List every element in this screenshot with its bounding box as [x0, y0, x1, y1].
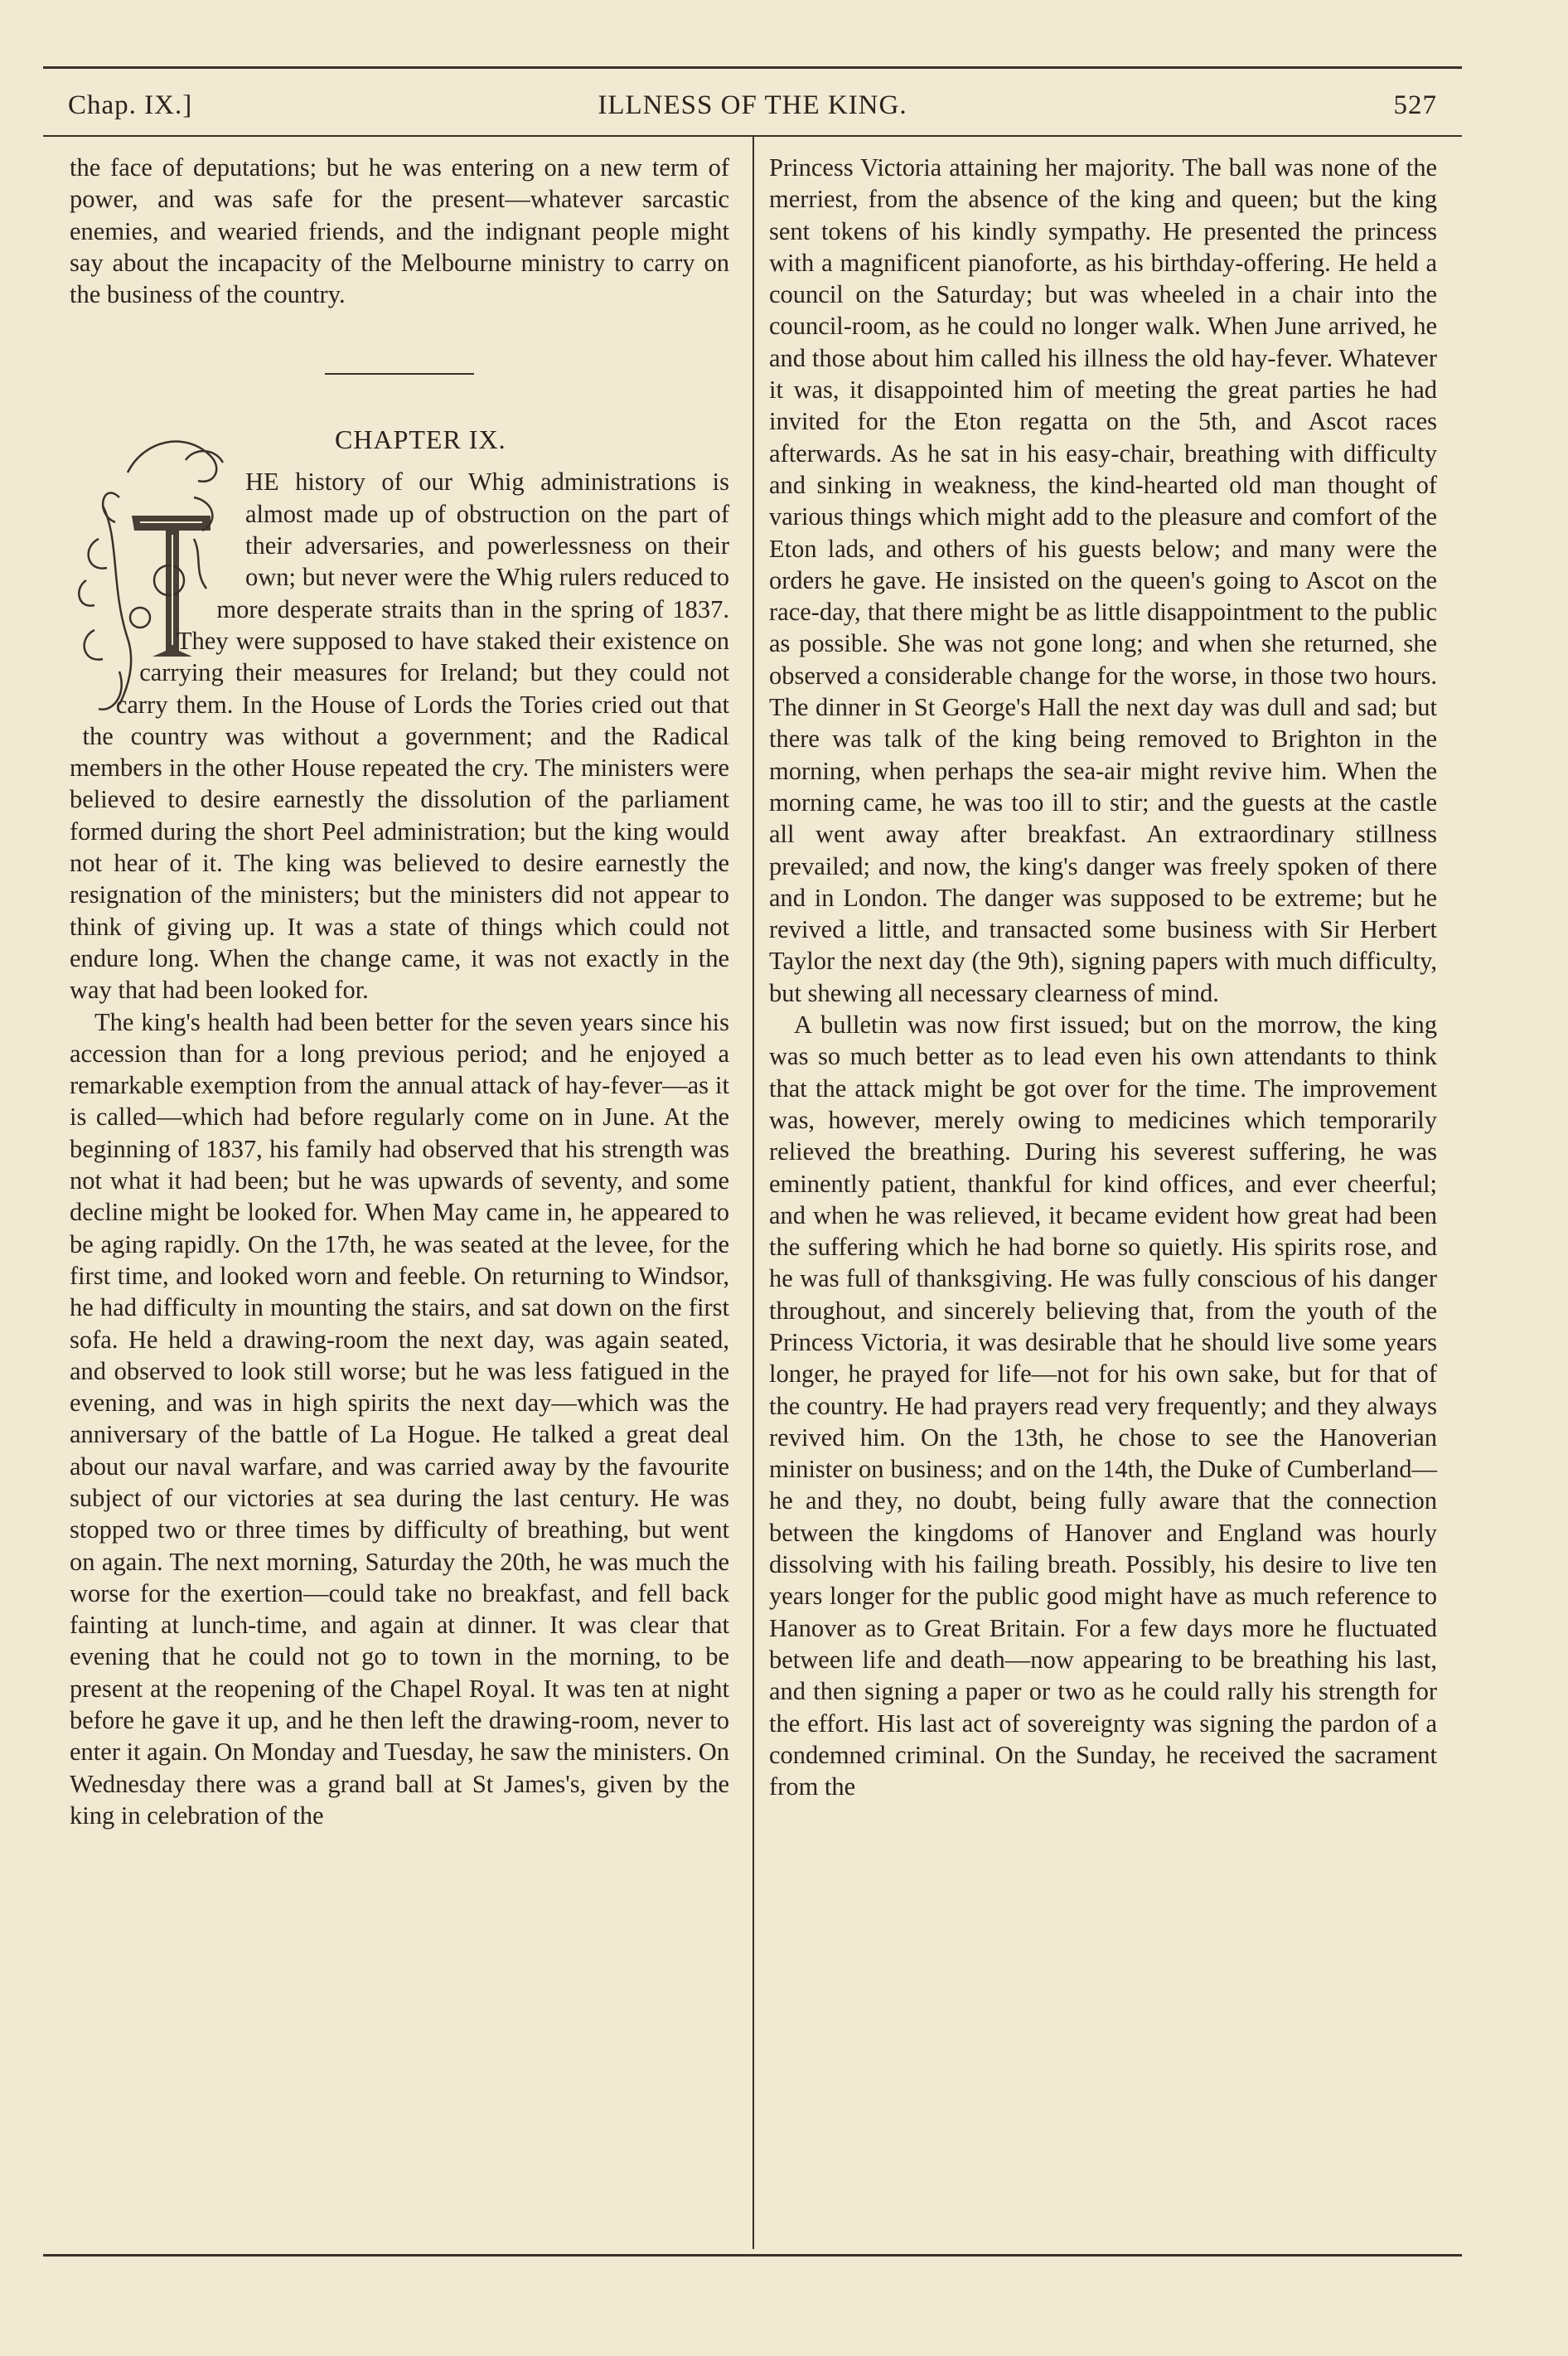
page-number: 527 [1393, 90, 1437, 120]
left-paragraph-2: The king's health had been better for the seven years since his accession than for a long previous period; and he enjoyed a remarkable exemption from the annual attack of hay-fever—as it is called—which had before regularly come on in June. At the beginning of 1837, his family had observed that his strength was not what it had been; but he was upwards of seventy, and some decline might be looked for. When May came in, he appeared to be aging rapidly. On the 17th, he was seated at the levee, for the first time, and looked worn and feeble. On returning to Windsor, he had difficulty in mounting the stairs, and sat down on the first sofa. He held a drawing-room the next day, was again seated, and observed to look still worse; but he was less fatigued in the evening, and was in high spirits the next day—which was the anniversary of the battle of La Hogue. He talked a great deal about our naval warfare, and was carried away by the favourite subject of our victories at sea during the last century. He was stopped two or three times by difficulty of breathing, but went on again. The next morning, Saturday the 20th, he was much the worse for the exertion—could take no breakfast, and fell back fainting at lunch-time, and again at dinner. It was clear that evening that he could not go to town in the morning, to be present at the reopening of the Chapel Royal. It was ten at night before he gave it up, and he then left the drawing-room, never to enter it again. On Monday and Tuesday, he saw the ministers. On Wednesday there was a grand ball at St James's, given by the king in celebration of the [70, 1007, 729, 1830]
right-paragraph-1: Princess Victoria attaining her majority. The ball was none of the merriest, from the absence of the king and queen; but the king sent tokens of his kindly sympathy. He presented the princess with a magnificent pianoforte, as his birthday-offering. He held a council on the Saturday; but was wheeled in a chair into the council-room, as he could no longer walk. When June arrived, he and those about him called his illness the old hay-fever. Whatever it was, it disappointed him of meeting the great parties he had invited for the Eton regatta on the 5th, and Ascot races afterwards. As he sat in his easy-chair, breathing with difficulty and sinking in weakness, the kind-hearted old man thought of various things which might add to the pleasure and comfort of the Eton lads, and others of his guests below; and many were the orders he gave. He insisted on the queen's going to Ascot on the race-day, that there might be as little disappointment to the public as possible. She was not gone long; and when she returned, she observed a considerable change for the worse, in those two hours. The dinner in St George's Hall the next day was dull and sad; but there was talk of the king being removed to Brighton in the morning, when perhaps the sea-air might revive him. When the morning came, he was too ill to stir; and the guests at the castle all went away after breakfast. An extraordinary stillness prevailed; and now, the king's danger was freely spoken of there and in London. The danger was supposed to be extreme; but he revived a little, and transacted some business with Sir Herbert Taylor the next day (the 9th), signing papers with much difficulty, but shewing all necessary clearness of mind. [769, 153, 1437, 1007]
right-paragraph-2: A bulletin was now first issued; but on the morrow, the king was so much better as to lead even his own attendants to think that the attack might be got over for the time. The improvement was, however, merely owing to medicines which temporarily relieved the breathing. During his severest suffering, he was eminently patient, thankful for kind offices, and ever cheerful; and when he was relieved, it became evident how great had been the suffering which he had borne so quietly. His spirits rose, and he was full of thanksgiving. He was fully conscious of his danger throughout, and sincerely believing that, from the youth of the Princess Victoria, it was desirable that he should live some years longer, he prayed for life—not for his own sake, but for that of the country. He had prayers read very frequently; and they always revived him. On the 13th, he chose to see the Hanoverian minister on business; and on the 14th, the Duke of Cumberland—he and they, no doubt, being fully aware that the connection between the kingdoms of Hanover and England was hourly dissolving with his failing breath. Possibly, his desire to live ten years longer for the public good might have as much reference to Hanover as to Great Britain. For a few days more he fluctuated between life and death—now appearing to be breathing his last, and then signing a paper or two as he could rally his strength for the effort. His last act of sovereignty was signing the pardon of a condemned criminal. On the Sunday, he received the sacrament from the [769, 1011, 1437, 1801]
left-column [70, 152, 729, 1831]
column-divider [753, 135, 754, 2249]
book-page [43, 66, 1462, 2257]
continuation-paragraph: the face of deputations; but he was entering on a new term of power, and was safe for the present—whatever sarcastic enemies, and wearied friends, and the indignant people might say about the incapacity of the Melbourne ministry to carry on the business of the country. [70, 153, 729, 309]
chapter-opening [70, 421, 729, 1006]
running-title: ILLNESS OF THE KING. [598, 90, 907, 120]
right-column [769, 152, 1437, 1802]
chapter-heading: CHAPTER IX. [335, 424, 506, 455]
section-separator-rule [325, 373, 474, 375]
opening-text: HE history of our Whig administrations is almost made up of obstruction on the part of their adversaries, and powerlessness on their own; but never were the Whig rulers reduced to more desperate straits than in the spring of 1837. They were supposed to have staked their existence on carrying their measures for Ireland; but they could not carry them. In the House of Lords the Tories cried out that the country was without a government; and the Radical members in the other House repeated the cry. The ministers were believed to desire earnestly the dissolution of the parliament formed during the short Peel administration; but the king would not hear of it. The king was believed to desire earnestly the resignation of the ministers; but the ministers did not appear to think of giving up. It was a state of things which could not endure long. When the change came, it was not exactly in the way that had been looked for. [70, 468, 729, 1005]
running-head [43, 69, 1462, 135]
footer-rule [43, 2254, 1462, 2257]
chapter-reference: Chap. IX.] [68, 90, 193, 120]
